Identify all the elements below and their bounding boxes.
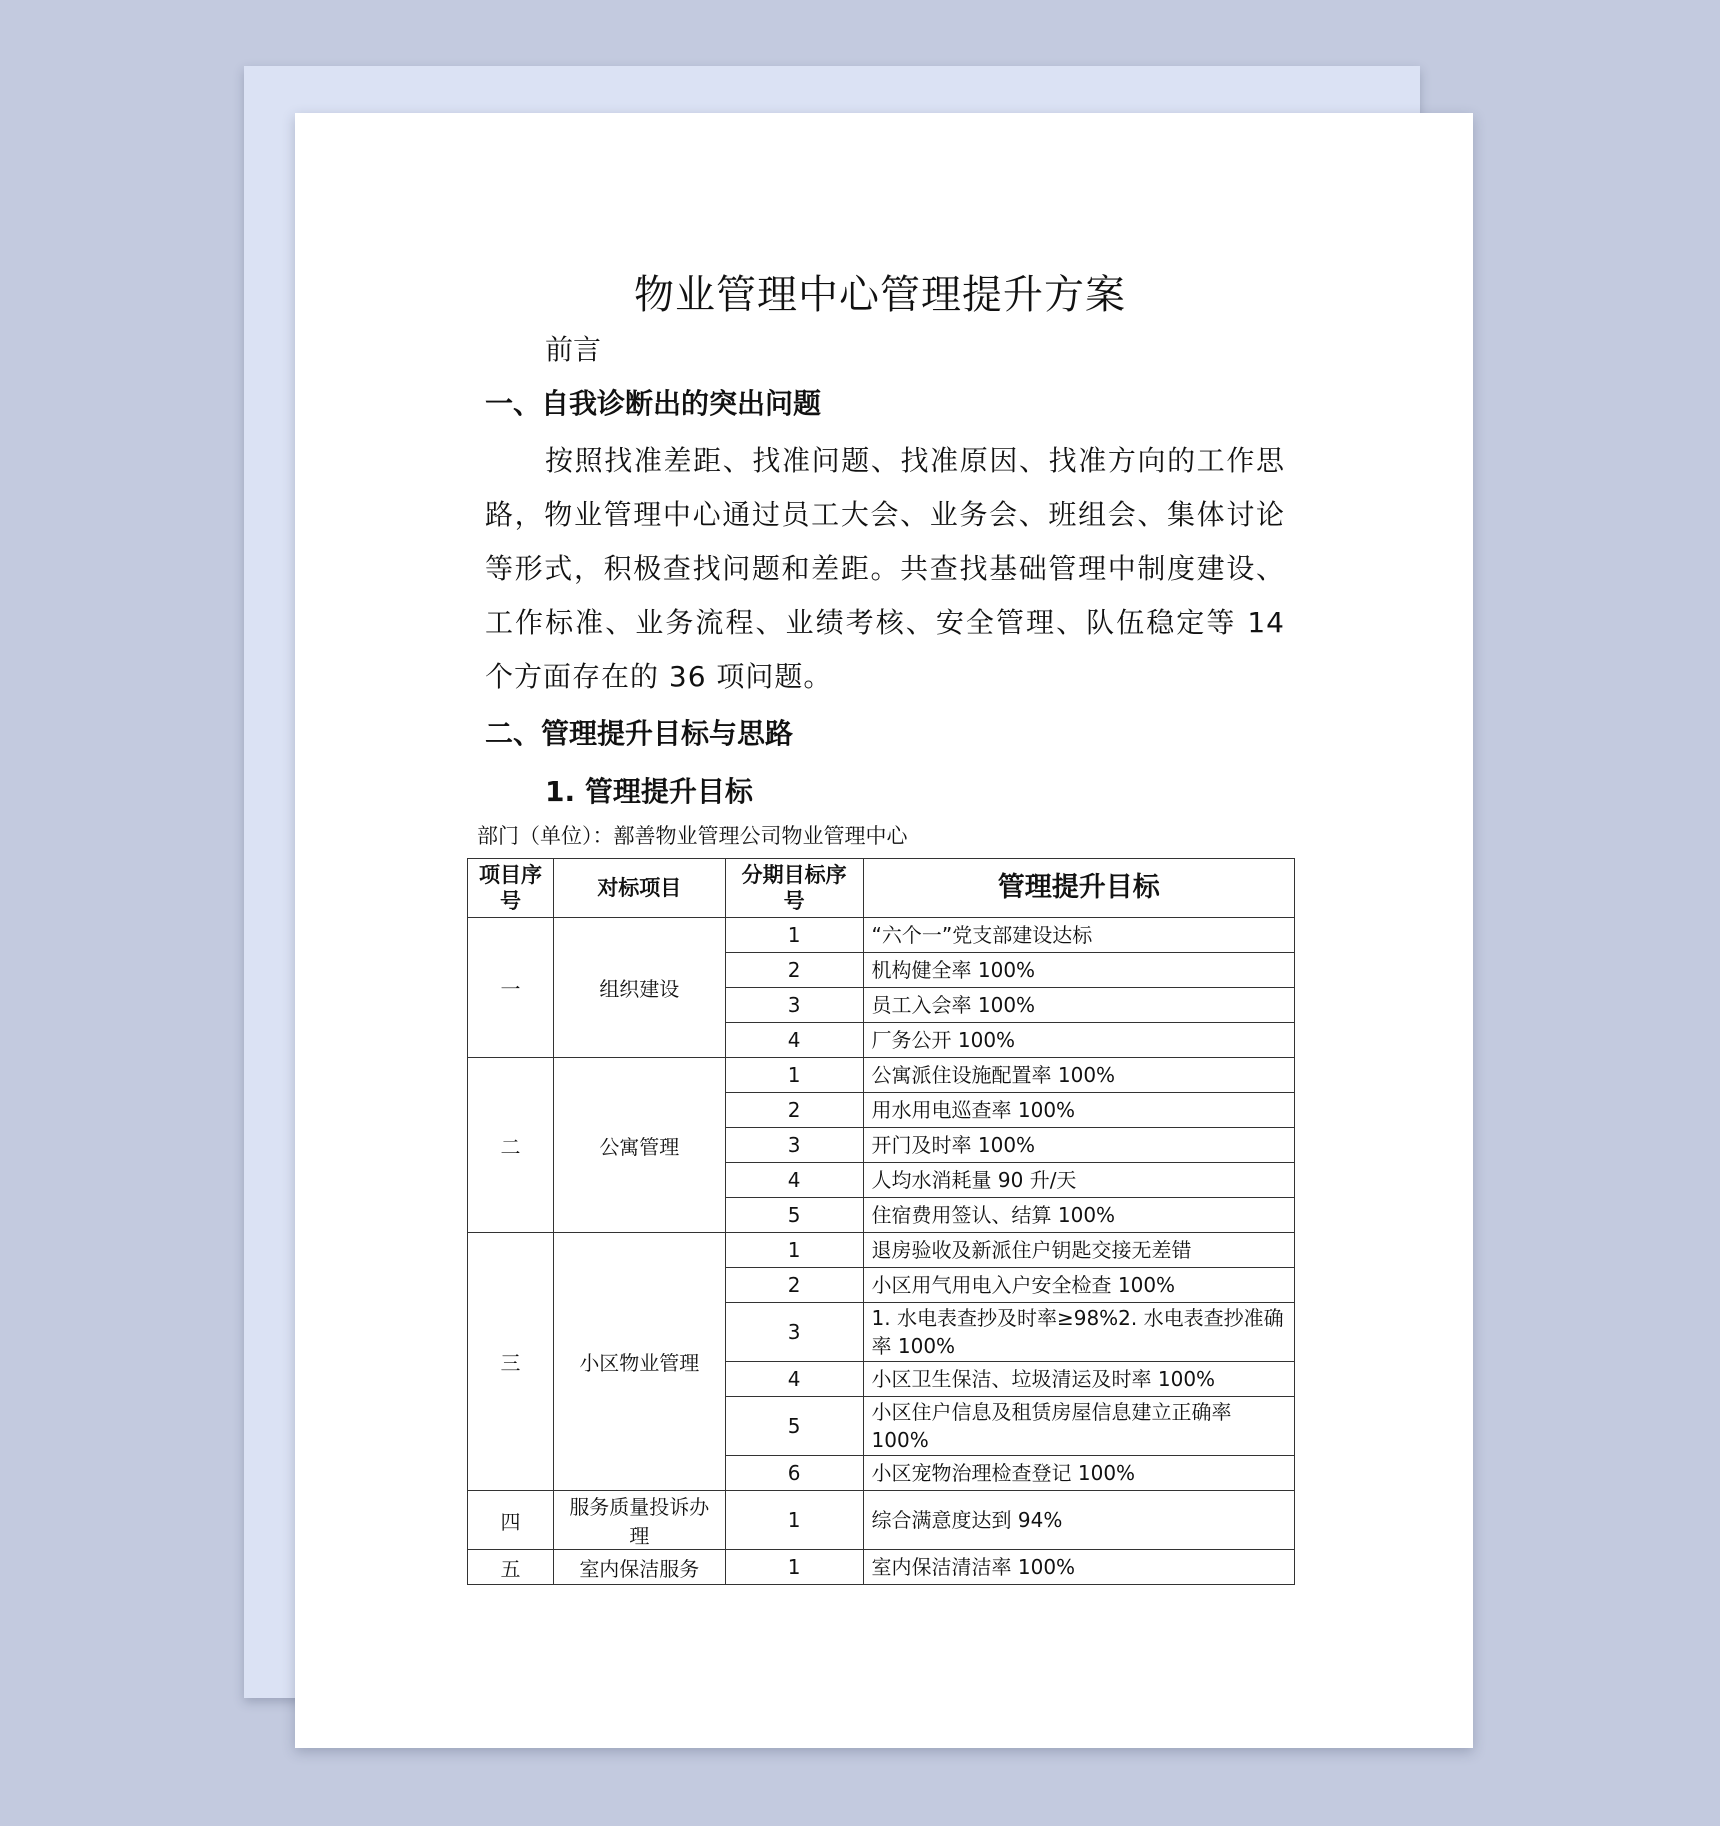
phase-no: 1	[725, 1550, 863, 1585]
document-content	[477, 263, 1285, 1585]
department-line: 部门（单位）：鄯善物业管理公司物业管理中心	[477, 824, 908, 848]
section-1-paragraph: 按照找准差距、找准问题、找准原因、找准方向的工作思路，物业管理中心通过员工大会、业务会、班组会、集体讨论等形式，积极查找问题和差距。共查找基础管理中制度建设、工作标准、业务流程、业绩考核、安全管理、队伍稳定等 14 个方面存在的 36 项问题。	[485, 444, 1285, 693]
group-item: 小区物业管理	[553, 1233, 725, 1491]
phase-no: 2	[725, 1093, 863, 1128]
goal-text: 室内保洁清洁率 100%	[863, 1550, 1294, 1585]
header-phase-no: 分期目标序号	[725, 859, 863, 918]
table-header-row	[468, 859, 1295, 918]
goal-text: 小区用气用电入户安全检查 100%	[863, 1268, 1294, 1303]
goal-text: “六个一”党支部建设达标	[863, 918, 1294, 953]
group-no: 一	[468, 918, 554, 1058]
group-item: 服务质量投诉办理	[553, 1491, 725, 1550]
phase-no: 5	[725, 1397, 863, 1456]
goals-table	[467, 858, 1295, 1585]
phase-no: 1	[725, 918, 863, 953]
goal-text: 1. 水电表查抄及时率≥98%2. 水电表查抄准确率 100%	[863, 1303, 1294, 1362]
phase-no: 5	[725, 1198, 863, 1233]
goal-text: 员工入会率 100%	[863, 988, 1294, 1023]
document-title: 物业管理中心管理提升方案	[634, 272, 1126, 318]
phase-no: 4	[725, 1362, 863, 1397]
phase-no: 3	[725, 1303, 863, 1362]
header-goal: 管理提升目标	[863, 859, 1294, 918]
group-no: 五	[468, 1550, 554, 1585]
phase-no: 3	[725, 988, 863, 1023]
goal-text: 人均水消耗量 90 升/天	[863, 1163, 1294, 1198]
subsection-heading: 1. 管理提升目标	[545, 775, 753, 808]
group-no: 四	[468, 1491, 554, 1550]
section-1-heading: 一、自我诊断出的突出问题	[485, 387, 822, 420]
table-row	[468, 1491, 1295, 1550]
group-item: 室内保洁服务	[553, 1550, 725, 1585]
phase-no: 4	[725, 1023, 863, 1058]
header-project-no: 项目序号	[468, 859, 554, 918]
table-row	[468, 1233, 1295, 1268]
goal-text: 综合满意度达到 94%	[863, 1491, 1294, 1550]
goal-text: 小区宠物治理检查登记 100%	[863, 1456, 1294, 1491]
goal-text: 小区住户信息及租赁房屋信息建立正确率 100%	[863, 1397, 1294, 1456]
group-item: 公寓管理	[553, 1058, 725, 1233]
goal-text: 退房验收及新派住户钥匙交接无差错	[863, 1233, 1294, 1268]
goal-text: 公寓派住设施配置率 100%	[863, 1058, 1294, 1093]
header-benchmark-item: 对标项目	[553, 859, 725, 918]
phase-no: 4	[725, 1163, 863, 1198]
phase-no: 2	[725, 953, 863, 988]
goal-text: 机构健全率 100%	[863, 953, 1294, 988]
table-row	[468, 918, 1295, 953]
document-page	[295, 113, 1473, 1748]
table-row	[468, 1550, 1295, 1585]
phase-no: 6	[725, 1456, 863, 1491]
phase-no: 1	[725, 1233, 863, 1268]
phase-no: 1	[725, 1491, 863, 1550]
goal-text: 住宿费用签认、结算 100%	[863, 1198, 1294, 1233]
phase-no: 1	[725, 1058, 863, 1093]
group-no: 二	[468, 1058, 554, 1233]
phase-no: 3	[725, 1128, 863, 1163]
group-no: 三	[468, 1233, 554, 1491]
goal-text: 开门及时率 100%	[863, 1128, 1294, 1163]
goal-text: 厂务公开 100%	[863, 1023, 1294, 1058]
goal-text: 小区卫生保洁、垃圾清运及时率 100%	[863, 1362, 1294, 1397]
section-2-heading: 二、管理提升目标与思路	[485, 717, 794, 750]
phase-no: 2	[725, 1268, 863, 1303]
preface-heading: 前言	[545, 333, 602, 366]
table-row	[468, 1058, 1295, 1093]
group-item: 组织建设	[553, 918, 725, 1058]
goal-text: 用水用电巡查率 100%	[863, 1093, 1294, 1128]
